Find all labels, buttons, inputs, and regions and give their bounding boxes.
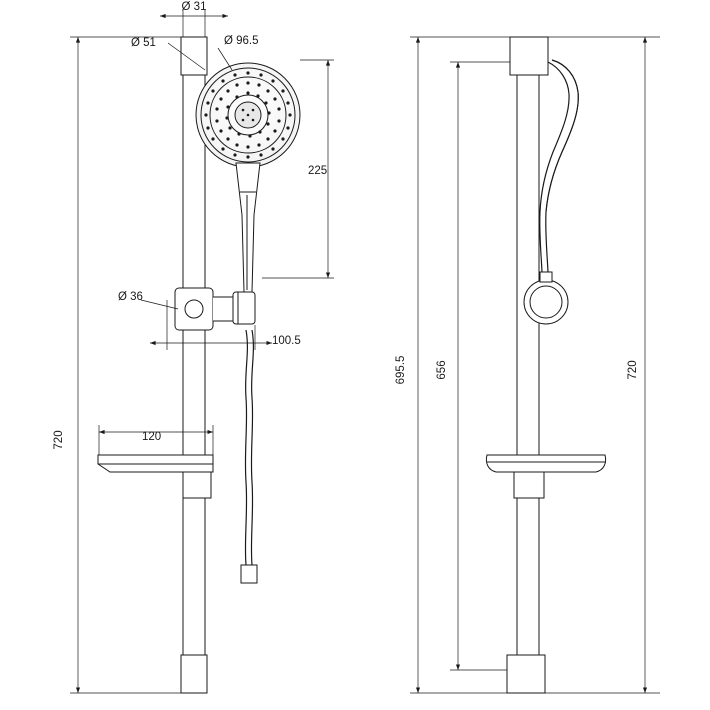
dim-rail-to-top-bracket: 695.5 — [395, 355, 407, 385]
dim-rail-width: Ø 31 — [181, 1, 207, 13]
side-soap-dish-mount — [514, 472, 544, 498]
dim-rail-length-left: 720 — [53, 430, 65, 450]
slider-bracket — [175, 288, 255, 330]
handset-head — [196, 63, 300, 167]
hose-connector — [241, 565, 257, 583]
side-handset-head — [524, 280, 568, 324]
dim-rail-inner-height: 656 — [436, 360, 448, 380]
dim-handset-neck-diameter: Ø 51 — [131, 37, 156, 49]
side-top-bracket — [510, 37, 548, 75]
rail-top-bracket — [181, 37, 207, 75]
dim-handset-height: 225 — [308, 165, 328, 177]
handset-holder-cup — [233, 292, 255, 324]
side-soap-dish — [486, 455, 606, 498]
front-view-product — [98, 37, 300, 693]
soap-dish-mount — [183, 472, 211, 498]
dim-bracket-projection: 100.5 — [272, 335, 301, 347]
handset-handle — [236, 163, 260, 292]
dim-soap-dish-width: 120 — [142, 431, 162, 443]
dimension-labels — [53, 1, 639, 450]
soap-dish — [98, 455, 213, 498]
side-rail-tube — [517, 75, 539, 655]
rail-bottom-bracket — [181, 655, 207, 693]
side-view-product — [486, 37, 606, 693]
shower-hose — [241, 330, 257, 583]
dim-handset-face-diameter: Ø 96.5 — [224, 35, 259, 47]
dim-bracket-diameter: Ø 36 — [118, 291, 143, 303]
side-bottom-bracket — [507, 655, 545, 693]
dim-rail-length-right: 720 — [627, 360, 639, 380]
